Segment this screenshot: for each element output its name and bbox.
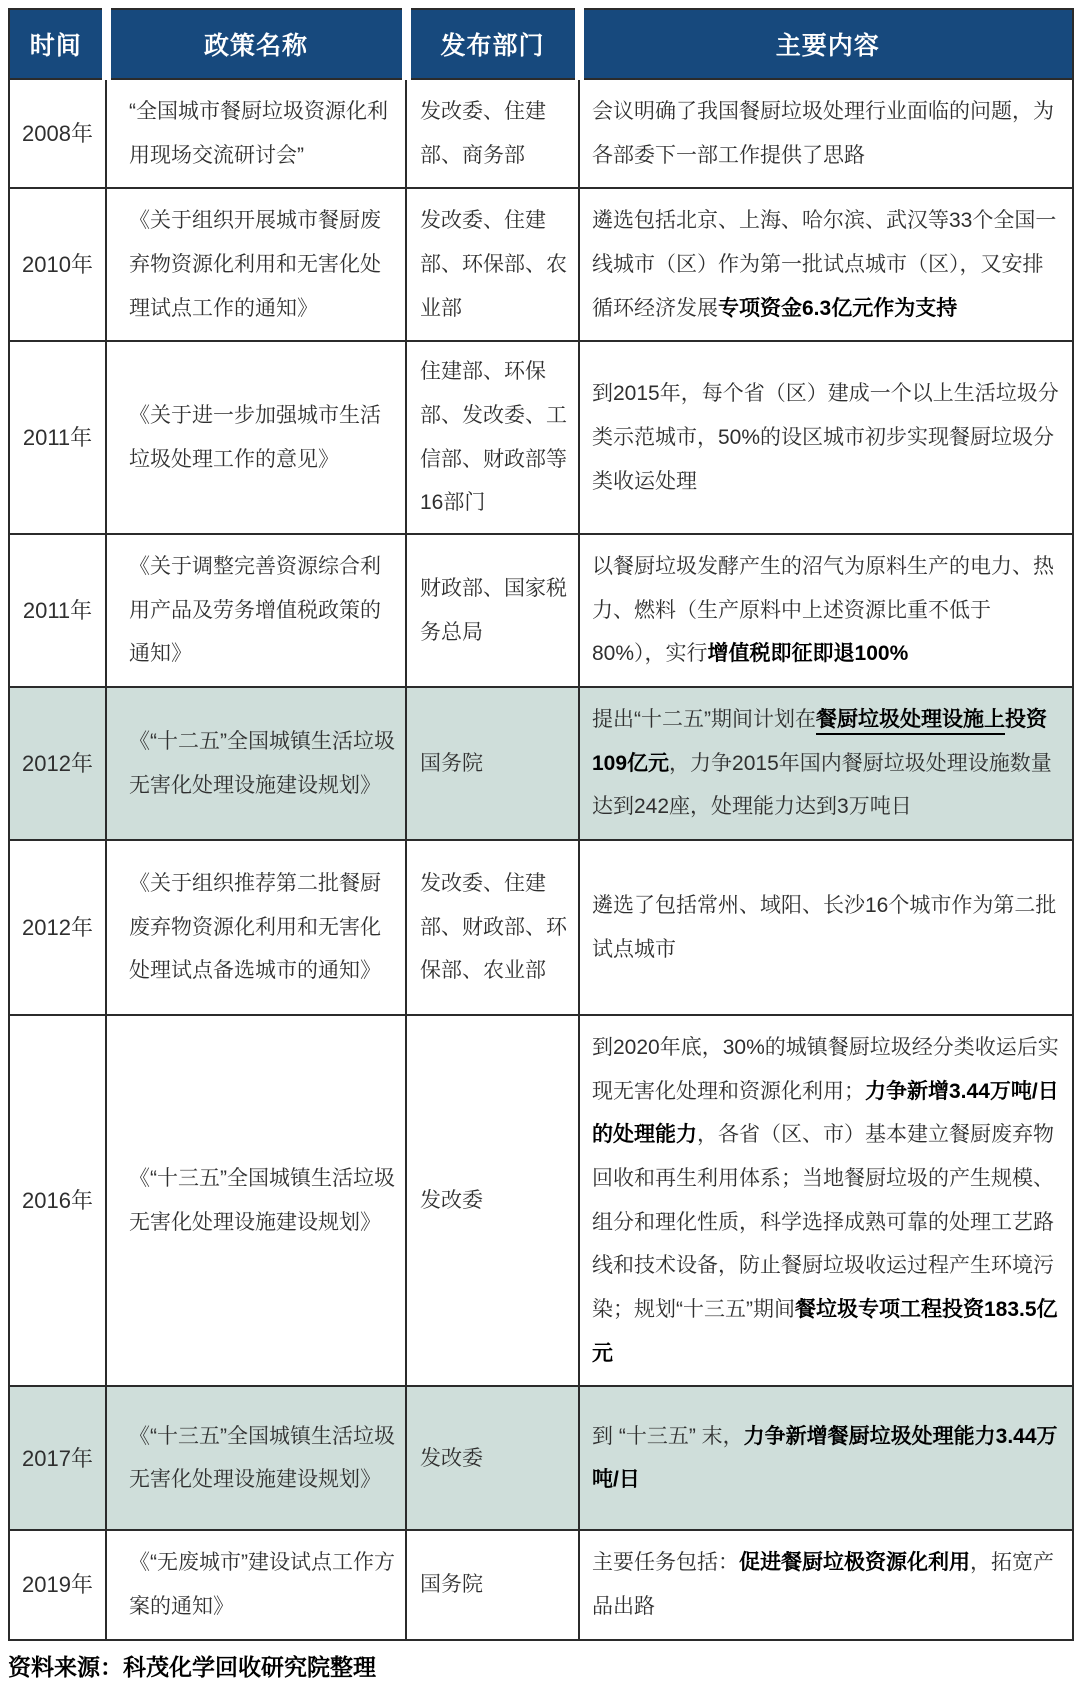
content-cell bbox=[579, 1530, 1073, 1639]
table-row bbox=[9, 1386, 1073, 1530]
content-segment: ，力争2015年国内餐厨垃圾处理设施数量达到242座，处理能力达到3万吨日 bbox=[592, 751, 1052, 819]
content-cell bbox=[579, 1015, 1073, 1386]
department-cell: 住建部、环保部、发改委、工信部、财政部等16部门 bbox=[406, 341, 579, 534]
department-cell: 财政部、国家税务总局 bbox=[406, 534, 579, 687]
table-row bbox=[9, 341, 1073, 534]
policy-name-cell: 《关于组织推荐第二批餐厨废弃物资源化利用和无害化处理试点备选城市的通知》 bbox=[106, 840, 406, 1015]
content-segment: 提出“十二五”期间计划在 bbox=[592, 708, 816, 732]
policy-name-cell: 《“十三五”全国城镇生活垃圾无害化处理设施建设规划》 bbox=[106, 1386, 406, 1530]
content-cell bbox=[579, 341, 1073, 534]
content-segment: 促进餐厨垃极资源化利用 bbox=[739, 1551, 970, 1575]
header-row bbox=[9, 9, 1073, 79]
content-cell bbox=[579, 534, 1073, 687]
policy-name-cell: 《关于组织开展城市餐厨废弃物资源化利用和无害化处理试点工作的通知》 bbox=[106, 188, 406, 341]
policy-name-cell: 《关于调整完善资源综合利用产品及劳务增值税政策的通知》 bbox=[106, 534, 406, 687]
table-header bbox=[9, 9, 1073, 79]
year-cell: 2016年 bbox=[9, 1015, 106, 1386]
content-cell bbox=[579, 79, 1073, 188]
year-cell: 2012年 bbox=[9, 687, 106, 840]
policy-name-cell: 《“十三五”全国城镇生活垃圾无害化处理设施建设规划》 bbox=[106, 1015, 406, 1386]
content-segment: 力争新增餐厨垃圾处理能力3.44万吨/日 bbox=[592, 1424, 1058, 1492]
col-header-policy-name: 政策名称 bbox=[106, 9, 406, 79]
col-header-main-content: 主要内容 bbox=[579, 9, 1073, 79]
policy-name-cell: 《关于进一步加强城市生活垃圾处理工作的意见》 bbox=[106, 341, 406, 534]
content-segment: 以餐厨垃圾发酵产生的沼气为原料生产的电力、热力、燃料（生产原料中上述资源比重不低于80%），实行 bbox=[592, 555, 1054, 666]
department-cell: 发改委 bbox=[406, 1015, 579, 1386]
content-segment: ，各省（区、市）基本建立餐厨废弃物回收和再生利用体系；当地餐厨垃圾的产生规模、组分和理化性质，科学选择成熟可靠的处理工艺路线和技术设备，防止餐厨垃圾收运过程产生环境污染；规划“十三五”期间 bbox=[592, 1123, 1054, 1322]
table-row bbox=[9, 840, 1073, 1015]
content-segment: 增值税即征即退100% bbox=[707, 642, 909, 666]
policy-table bbox=[8, 8, 1074, 1641]
year-cell: 2012年 bbox=[9, 840, 106, 1015]
content-segment: 餐垃圾专项工程投资183.5亿元 bbox=[592, 1298, 1058, 1365]
content-segment: 会议明确了我国餐厨垃圾处理行业面临的问题，为各部委下一部工作提供了思路 bbox=[592, 100, 1054, 167]
content-segment: 遴选了包括常州、域阳、长沙16个城市作为第二批试点城市 bbox=[592, 893, 1057, 961]
content-segment: 力争新增3.44万吨/日的处理能力 bbox=[592, 1079, 1059, 1147]
content-segment: 到2015年，每个省（区）建成一个以上生活垃圾分类示范城市，50%的设区城市初步实现餐厨垃圾分类收运处理 bbox=[592, 382, 1059, 493]
department-cell: 发改委、住建部、环保部、农业部 bbox=[406, 188, 579, 341]
col-header-time: 时间 bbox=[9, 9, 106, 79]
year-cell: 2019年 bbox=[9, 1530, 106, 1639]
year-cell: 2008年 bbox=[9, 79, 106, 188]
content-segment: 到 “十三五” 末， bbox=[592, 1424, 744, 1448]
table-row bbox=[9, 1530, 1073, 1639]
department-cell: 国务院 bbox=[406, 1530, 579, 1639]
content-segment: 主要任务包括： bbox=[592, 1551, 739, 1575]
content-segment: 到2020年底，30%的城镇餐厨垃圾经分类收运后实现无害化处理和资源化利用； bbox=[592, 1036, 1059, 1103]
content-segment: ，拓宽产品出路 bbox=[592, 1551, 1054, 1619]
department-cell: 发改委 bbox=[406, 1386, 579, 1530]
table-row bbox=[9, 188, 1073, 341]
department-cell: 发改委、住建部、商务部 bbox=[406, 79, 579, 188]
col-header-department: 发布部门 bbox=[406, 9, 579, 79]
policy-table-body bbox=[9, 79, 1073, 1640]
year-cell: 2017年 bbox=[9, 1386, 106, 1530]
table-row bbox=[9, 687, 1073, 840]
content-segment: 投资109亿元 bbox=[592, 708, 1047, 775]
content-cell bbox=[579, 1386, 1073, 1530]
policy-name-cell: 《“十二五”全国城镇生活垃圾无害化处理设施建设规划》 bbox=[106, 687, 406, 840]
content-segment: 餐厨垃圾处理设施上 bbox=[816, 708, 1005, 732]
table-row bbox=[9, 534, 1073, 687]
content-cell bbox=[579, 188, 1073, 341]
content-cell bbox=[579, 840, 1073, 1015]
year-cell: 2010年 bbox=[9, 188, 106, 341]
policy-name-cell: “全国城市餐厨垃圾资源化利用现场交流研讨会” bbox=[106, 79, 406, 188]
content-segment: 遴选包括北京、上海、哈尔滨、武汉等33个全国一线城市（区）作为第一批试点城市（区），又安排循环经济发展 bbox=[592, 209, 1057, 320]
year-cell: 2011年 bbox=[9, 341, 106, 534]
table-row bbox=[9, 1015, 1073, 1386]
content-cell bbox=[579, 687, 1073, 840]
content-segment: 专项资金6.3亿元作为支持 bbox=[718, 296, 958, 320]
policy-name-cell: 《“无废城市”建设试点工作方案的通知》 bbox=[106, 1530, 406, 1639]
year-cell: 2011年 bbox=[9, 534, 106, 687]
department-cell: 国务院 bbox=[406, 687, 579, 840]
source-note: 资料来源：科茂化学回收研究院整理 bbox=[8, 1653, 376, 1680]
department-cell: 发改委、住建部、财政部、环保部、农业部 bbox=[406, 840, 579, 1015]
table-row bbox=[9, 79, 1073, 188]
